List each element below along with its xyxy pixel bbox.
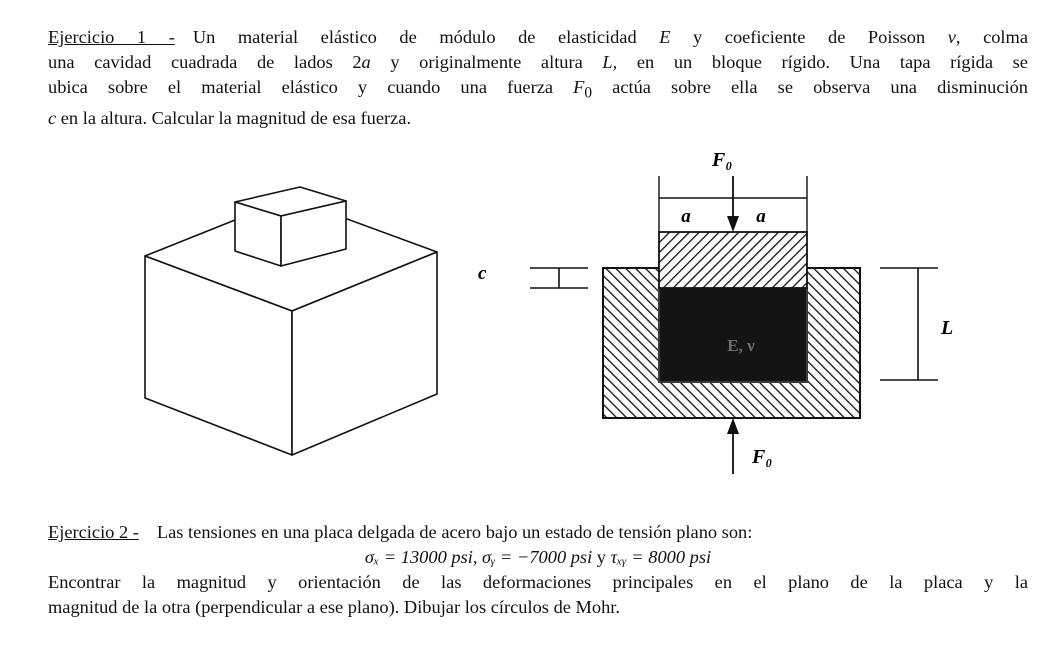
ex2-text: magnitud de la otra (perpendicular a ese plano). Dibujar los círculos de Mohr.: [48, 597, 620, 617]
ex1-var-L: L: [602, 52, 613, 72]
ex1-text: y originalmente altura: [370, 52, 603, 72]
force-bottom-arrowhead: [727, 418, 739, 434]
ex1-var-E: E: [659, 27, 671, 47]
dim-a-left: a: [681, 206, 691, 227]
eq-tau-xy: τₓᵧ = 8000 psi: [610, 547, 712, 567]
elastic-material: [659, 288, 807, 382]
isometric-block-drawing: [145, 187, 437, 455]
ex1-text: ubica sobre el material elástico y cuando una fuerza: [48, 77, 574, 97]
force-bottom-label: F₀: [752, 446, 773, 468]
exercise-1-title: Ejercicio 1 -: [48, 27, 175, 47]
ex1-var-nu: ν: [947, 27, 956, 47]
ex1-text: una cavidad cuadrada de lados 2: [48, 52, 362, 72]
ex1-text: y coeficiente de Poisson: [670, 27, 948, 47]
ex1-text: actúa sobre ella se observa una disminución: [592, 77, 1028, 97]
L-label: L: [941, 317, 954, 339]
material-label: E, ν: [727, 336, 755, 355]
ex2-text: Las tensiones en una placa delgada de acero bajo un estado de tensión plano son:: [156, 522, 753, 542]
ex1-var-c: c: [48, 107, 57, 128]
ex1-var-a: a: [361, 52, 371, 72]
exercise-2: [48, 520, 1028, 620]
ex1-text: Un material elástico de módulo de elasticidad: [192, 27, 660, 47]
eq-sigma-y: σᵧ = −7000 psi: [482, 547, 593, 567]
eq-sigma-x: σₓ = 13000 psi,: [364, 547, 483, 567]
cross-section-drawing: [478, 149, 953, 474]
ex2-text: Encontrar la magnitud y orientación de las deformaciones principales en el plano de la placa y la: [48, 572, 1028, 592]
eq-connector: y: [592, 547, 611, 567]
stress-equation: [48, 545, 1028, 570]
dim-a-right: a: [756, 206, 766, 227]
ex1-text: , en un bloque rígido. Una tapa rígida se: [612, 52, 1028, 72]
ex1-text: , colma: [955, 27, 1029, 47]
ex1-text: en la altura. Calcular la magnitud de esa fuerza.: [56, 107, 412, 128]
force-top-label: F₀: [712, 149, 733, 171]
c-label: c: [478, 263, 487, 284]
ex1-var-F0: F: [573, 77, 585, 97]
rigid-lid: [659, 232, 807, 288]
force-top-arrowhead: [727, 216, 739, 232]
ex1-var-F0-sub: 0: [584, 84, 593, 102]
exercise-2-title: Ejercicio 2 -: [48, 522, 139, 542]
